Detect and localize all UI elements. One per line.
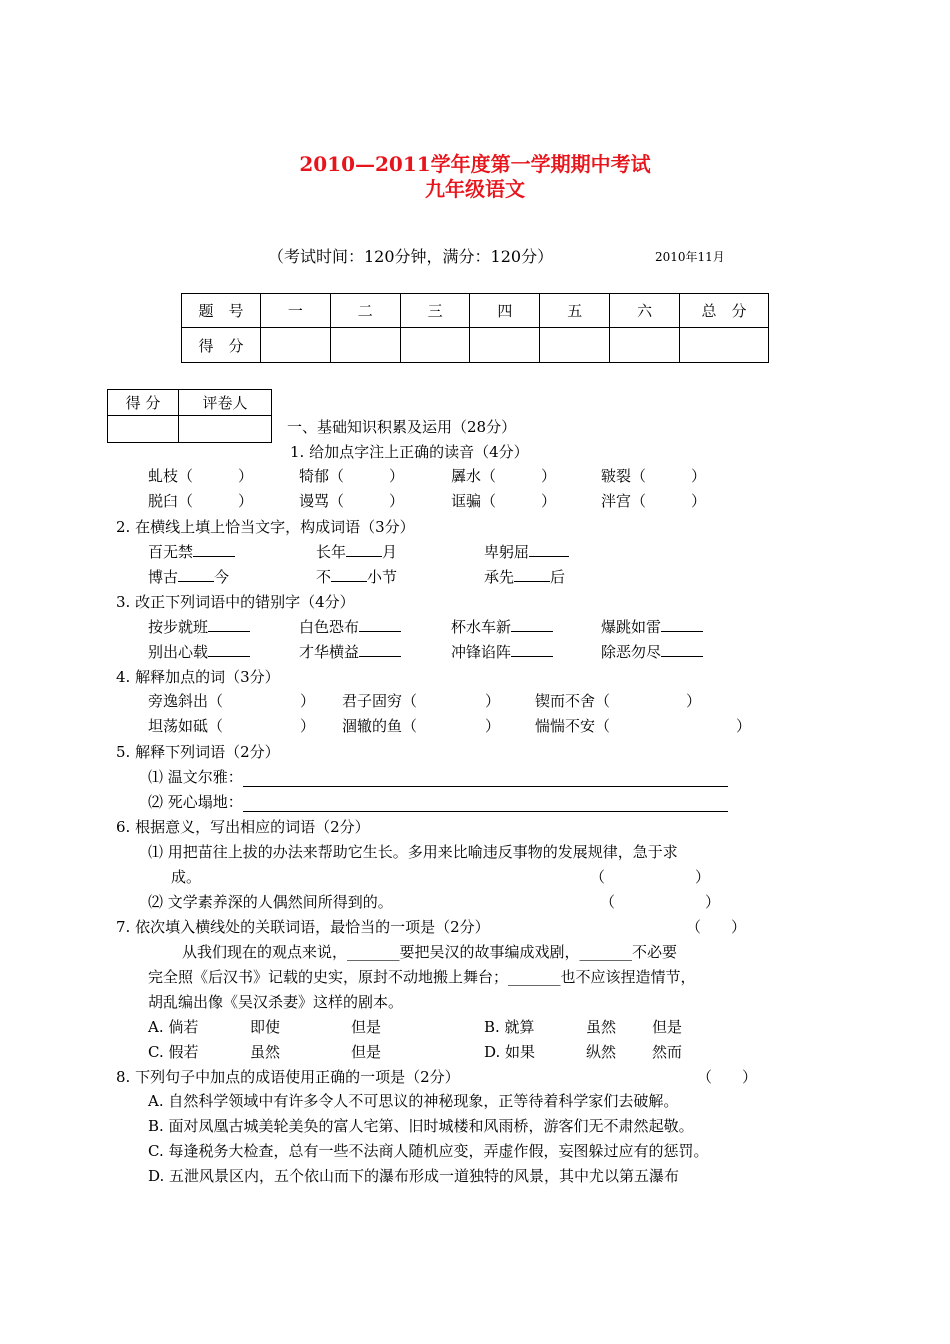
q7-option: 但是	[652, 1018, 683, 1036]
score-cell[interactable]	[610, 328, 680, 363]
q3-item: 除恶勿尽	[601, 641, 703, 662]
question-2-prompt: 2. 在横线上填上恰当文字，构成词语（3分）	[116, 518, 415, 536]
q8-paren: （ ）	[697, 1068, 758, 1086]
q7-option: 但是	[351, 1043, 382, 1061]
q7-option: 纵然	[586, 1043, 617, 1061]
q3-item: 白色恐布	[299, 616, 401, 637]
q3-item: 才华横益	[299, 641, 401, 662]
question-1-prompt: 1. 给加点字注上正确的读音（4分）	[290, 443, 529, 461]
grader-name-cell[interactable]	[179, 416, 272, 443]
question-6-prompt: 6. 根据意义，写出相应的词语（2分）	[116, 818, 370, 836]
q8-option: B. 面对凤凰古城美轮美奂的富人宅第、旧时城楼和风雨桥，游客们无不肃然起敬。	[148, 1117, 694, 1135]
q7-option: 但是	[351, 1018, 382, 1036]
answer-line[interactable]	[243, 795, 728, 812]
question-3-prompt: 3. 改正下列词语中的错别字（4分）	[116, 593, 355, 611]
q7-option: C. 假若	[148, 1043, 199, 1061]
score-cell[interactable]	[261, 328, 331, 363]
q7-option: B. 就算	[484, 1018, 535, 1036]
q7-option: 然而	[652, 1043, 683, 1061]
question-8-prompt: 8. 下列句子中加点的成语使用正确的一项是（2分）	[116, 1068, 460, 1086]
q1-item: 泮宫（ ）	[601, 492, 707, 510]
score-cell[interactable]	[330, 328, 400, 363]
q4-paren: ）	[485, 717, 501, 735]
q6-item-cont: 成。	[171, 868, 202, 886]
q7-option: D. 如果	[484, 1043, 536, 1061]
grader-name-label: 评卷人	[179, 390, 272, 416]
q4-paren: ）	[300, 717, 316, 735]
q5-item: ⑴ 温文尔雅：	[148, 766, 728, 787]
q1-item: 谩骂（ ）	[299, 492, 405, 510]
score-table	[181, 293, 769, 363]
score-table-header: 题 号	[182, 294, 261, 328]
q2-item: 百无禁	[148, 541, 235, 562]
q7-option: 即使	[250, 1018, 281, 1036]
q6-item: ⑵ 文学素养深的人偶然间所得到的。	[148, 893, 393, 911]
q8-option: C. 每逢税务大检查，总有一些不法商人随机应变，弄虚作假，妄图躲过应有的惩罚。	[148, 1142, 709, 1160]
q1-item: 虬枝（ ）	[148, 467, 254, 485]
q7-option: A. 倘若	[148, 1018, 199, 1036]
q2-item: 卑躬屈	[484, 541, 569, 562]
q4-item: 旁逸斜出（	[148, 692, 224, 710]
score-table-header: 四	[470, 294, 540, 328]
q6-item: ⑴ 用把苗往上拔的办法来帮助它生长。多用来比喻违反事物的发展规律，急于求	[148, 843, 678, 861]
q4-paren: ）	[736, 717, 752, 735]
score-cell[interactable]	[540, 328, 610, 363]
score-cell[interactable]	[400, 328, 470, 363]
q2-item: 承先 后	[484, 568, 566, 586]
q2-item: 不 小节	[316, 568, 398, 586]
q6-paren: （ ）	[590, 868, 711, 886]
q4-item: 锲而不舍（	[535, 692, 611, 710]
answer-line[interactable]	[243, 770, 728, 787]
score-table-header: 三	[400, 294, 470, 328]
q8-option: A. 自然科学领域中有许多令人不可思议的神秘现象，正等待着科学家们去破解。	[148, 1092, 679, 1110]
q4-item: 坦荡如砥（	[148, 717, 224, 735]
q1-item: 犄郁（ ）	[299, 467, 405, 485]
q8-option: D. 五泄风景区内，五个依山而下的瀑布形成一道独特的风景，其中尤以第五瀑布	[148, 1167, 680, 1185]
q3-item: 杯水车新	[451, 616, 553, 637]
q3-item: 冲锋谄阵	[451, 641, 553, 662]
exam-title: 2010—2011学年度第一学期期中考试	[299, 152, 651, 176]
q4-paren: ）	[485, 692, 501, 710]
grader-score-cell[interactable]	[108, 416, 179, 443]
q2-item: 长年 月	[316, 543, 398, 561]
score-cell[interactable]	[470, 328, 540, 363]
score-table-header: 总 分	[680, 294, 769, 328]
q5-item: ⑵ 死心塌地：	[148, 791, 728, 812]
q4-item: 君子固穷（	[342, 692, 418, 710]
grader-score-label: 得 分	[108, 390, 179, 416]
q1-item: 皲裂（ ）	[601, 467, 707, 485]
question-5-prompt: 5. 解释下列词语（2分）	[116, 743, 280, 761]
q4-paren: ）	[686, 692, 702, 710]
q7-passage: 胡乱编出像《吴汉杀妻》这样的剧本。	[148, 993, 404, 1011]
q4-item: 惴惴不安（	[535, 717, 611, 735]
score-table-header: 一	[261, 294, 331, 328]
q7-paren: （ ）	[686, 918, 747, 936]
q3-item: 爆跳如雷	[601, 616, 703, 637]
q4-paren: ）	[300, 692, 316, 710]
q6-paren: （ ）	[600, 893, 721, 911]
q7-option: 虽然	[250, 1043, 281, 1061]
score-table-header: 六	[610, 294, 680, 328]
q2-item: 博古 今	[148, 568, 230, 586]
q1-item: 诓骗（ ）	[451, 492, 557, 510]
score-row-label: 得 分	[182, 328, 261, 363]
q3-item: 按步就班	[148, 616, 250, 637]
question-7-prompt: 7. 依次填入横线处的关联词语，最恰当的一项是（2分）	[116, 918, 490, 936]
q7-passage: 完全照《后汉书》记载的史实，原封不动地搬上舞台；_______也不应该捏造情节，	[148, 968, 696, 986]
grader-table	[107, 389, 272, 443]
exam-info: （考试时间：120分钟，满分：120分）	[268, 247, 554, 266]
score-table-header: 五	[540, 294, 610, 328]
q1-item: 脱臼（ ）	[148, 492, 254, 510]
score-cell[interactable]	[680, 328, 769, 363]
q4-item: 涸辙的鱼（	[342, 717, 418, 735]
question-4-prompt: 4. 解释加点的词（3分）	[116, 668, 280, 686]
q7-passage: 从我们现在的观点来说，_______要把吴汉的故事编成戏剧，_______不必要	[182, 943, 678, 961]
q1-item: 羼水（ ）	[451, 467, 557, 485]
section-heading: 一、基础知识积累及运用（28分）	[287, 418, 517, 436]
q7-option: 虽然	[586, 1018, 617, 1036]
score-table-header: 二	[330, 294, 400, 328]
q3-item: 别出心载	[148, 641, 250, 662]
exam-subtitle: 九年级语文	[425, 177, 525, 201]
exam-date: 2010年11月	[655, 250, 725, 264]
